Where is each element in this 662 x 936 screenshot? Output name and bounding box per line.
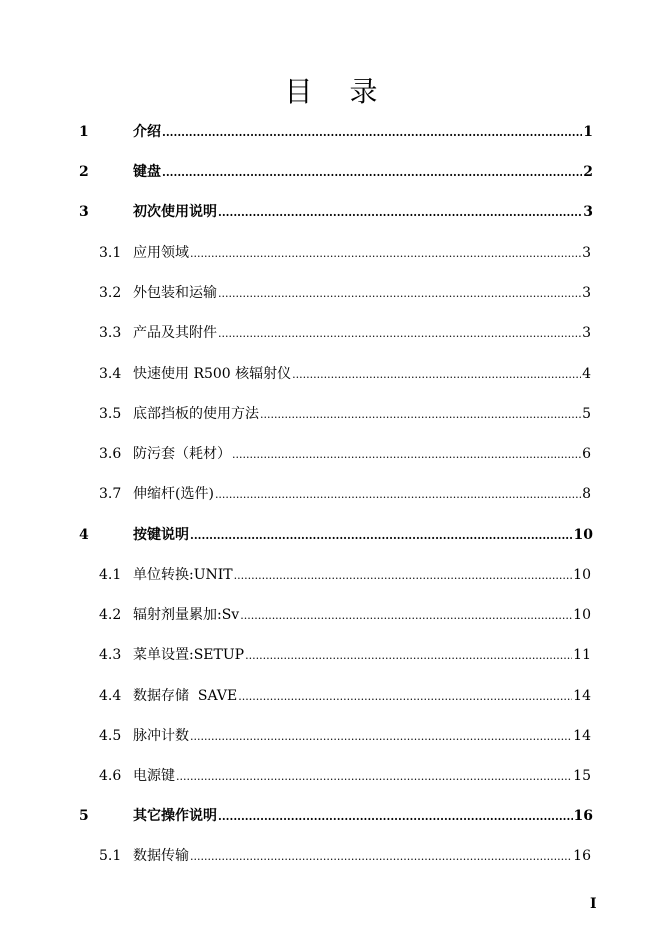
toc-entry[interactable] [0, 725, 662, 747]
page-title: 目 录 [284, 75, 392, 108]
dot-leader [190, 846, 572, 868]
toc-entry-title: 防污套（耗材） [133, 446, 231, 462]
toc-entry[interactable] [0, 845, 662, 867]
toc-entry[interactable] [0, 524, 662, 546]
toc-entry-title: 单位转换:UNIT [133, 567, 233, 583]
toc-entry-number: 3.1 [99, 245, 122, 261]
toc-entry-number: 4.2 [99, 607, 122, 623]
toc-entry-number: 4.5 [99, 728, 122, 744]
toc-entry-title: 辐射剂量累加:Sv [133, 607, 240, 623]
toc-entry-page: 3 [582, 245, 591, 261]
toc-entry-page: 15 [573, 768, 591, 784]
toc-entry-title: 快速使用 R500 核辐射仪 [133, 366, 292, 382]
toc-entry[interactable] [0, 483, 662, 505]
dot-leader [218, 323, 581, 345]
toc-entry-page: 3 [582, 285, 591, 301]
toc-entry-number: 4.4 [99, 688, 122, 704]
dot-leader [234, 565, 573, 587]
dot-leader [232, 444, 581, 466]
toc-entry[interactable] [0, 322, 662, 344]
dot-leader [190, 726, 572, 748]
toc-entry-number: 3.5 [99, 406, 122, 422]
dot-leader [260, 404, 581, 426]
toc-entry[interactable] [0, 685, 662, 707]
toc-entry-page: 14 [573, 688, 591, 704]
toc-entry-number: 5.1 [99, 848, 122, 864]
toc-entry[interactable] [0, 765, 662, 787]
toc-entry-title: 底部挡板的使用方法 [133, 406, 259, 422]
page-number: I [590, 896, 597, 912]
toc-entry-title: 按键说明 [133, 527, 189, 543]
toc-entry-number: 3.7 [99, 486, 122, 502]
toc-entry-number: 4.1 [99, 567, 122, 583]
toc-entry-number: 4.3 [99, 647, 122, 663]
toc-entry-page: 11 [573, 647, 591, 663]
toc-entry-title: 产品及其附件 [133, 325, 217, 341]
toc-entry[interactable] [0, 121, 662, 143]
dot-leader [176, 766, 572, 788]
toc-entry[interactable] [0, 644, 662, 666]
toc-entry-title: 初次使用说明 [133, 204, 217, 220]
dot-leader [218, 283, 581, 305]
toc-entry-title: 其它操作说明 [133, 808, 217, 824]
toc-entry-page: 3 [582, 325, 591, 341]
toc-entry-title: 电源键 [133, 768, 175, 784]
toc-entry-number: 4 [79, 527, 89, 543]
toc-entry-page: 10 [573, 567, 591, 583]
dot-leader [162, 162, 582, 184]
toc-entry-title: 介绍 [133, 124, 161, 140]
toc-entry-page: 6 [582, 446, 591, 462]
toc-entry-number: 3 [79, 204, 89, 220]
toc-entry-number: 2 [79, 164, 89, 180]
dot-leader [292, 364, 581, 386]
toc-entry-title: 数据传输 [133, 848, 189, 864]
toc-entry-page: 8 [582, 486, 591, 502]
dot-leader [218, 806, 573, 828]
dot-leader [245, 645, 572, 667]
toc-entry-page: 14 [573, 728, 591, 744]
toc-entry-number: 1 [79, 124, 89, 140]
toc-entry[interactable] [0, 604, 662, 626]
dot-leader [238, 686, 572, 708]
toc-entry-title: 外包装和运输 [133, 285, 217, 301]
toc-entry-page: 10 [573, 607, 591, 623]
toc-entry-page: 2 [583, 164, 593, 180]
toc-entry[interactable] [0, 242, 662, 264]
toc-entry-title: 数据存储 SAVE [133, 688, 238, 704]
dot-leader [240, 605, 572, 627]
toc-entry[interactable] [0, 564, 662, 586]
toc-entry-title: 伸缩杆(选件) [133, 486, 214, 502]
toc-entry[interactable] [0, 282, 662, 304]
toc-entry-number: 3.4 [99, 366, 122, 382]
toc-entry[interactable] [0, 403, 662, 425]
toc-entry-page: 3 [583, 204, 593, 220]
toc-entry-page: 4 [582, 366, 591, 382]
toc-entry-title: 菜单设置:SETUP [133, 647, 245, 663]
toc-entry[interactable] [0, 201, 662, 223]
toc-entry-page: 16 [573, 848, 591, 864]
toc-entry[interactable] [0, 805, 662, 827]
toc-entry[interactable] [0, 443, 662, 465]
dot-leader [218, 202, 582, 224]
toc-entry[interactable] [0, 161, 662, 183]
dot-leader [215, 484, 581, 506]
toc-entry-number: 3.3 [99, 325, 122, 341]
toc-entry-number: 3.2 [99, 285, 122, 301]
toc-entry-title: 键盘 [133, 164, 161, 180]
toc-entry-number: 5 [79, 808, 89, 824]
toc-entry-title: 脉冲计数 [133, 728, 189, 744]
toc-entry-page: 1 [583, 124, 593, 140]
toc-entry[interactable] [0, 363, 662, 385]
dot-leader [190, 243, 581, 265]
toc-entry-page: 16 [573, 808, 593, 824]
toc-entry-number: 3.6 [99, 446, 122, 462]
toc-entry-page: 5 [582, 406, 591, 422]
dot-leader [162, 122, 582, 144]
toc-entry-number: 4.6 [99, 768, 122, 784]
dot-leader [190, 525, 573, 547]
toc-entry-page: 10 [573, 527, 593, 543]
toc-entry-title: 应用领域 [133, 245, 189, 261]
